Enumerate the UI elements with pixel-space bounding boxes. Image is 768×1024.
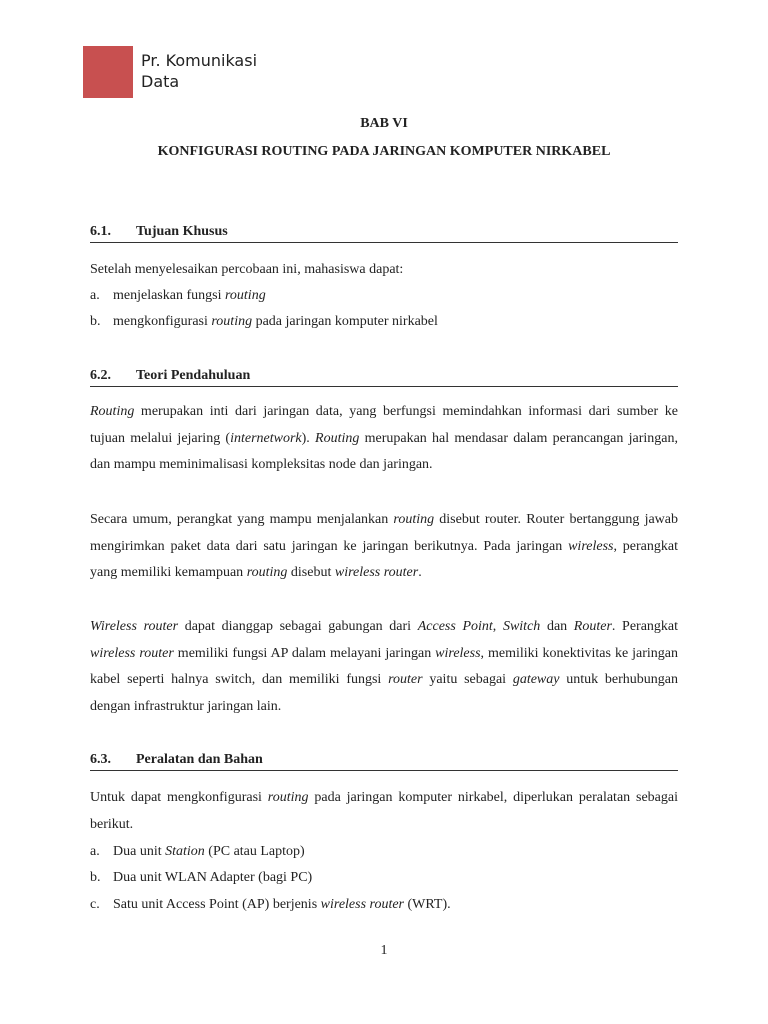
- section-title: Teori Pendahuluan: [136, 368, 251, 383]
- page-number: 1: [380, 943, 388, 958]
- list-item: [90, 844, 678, 860]
- list-emphasis: wireless router: [320, 897, 405, 912]
- text-run: wireless: [568, 538, 614, 554]
- text-run: Untuk dapat mengkonfigurasi: [90, 790, 268, 805]
- section-number: 6.1.: [90, 224, 111, 239]
- text-run: wireless router: [334, 565, 419, 581]
- list-emphasis: Station: [165, 844, 205, 859]
- header-title: [141, 50, 257, 92]
- text-run: disebut router. Router bertanggung jawab mengirimkan paket data dari satu jaringan ke jaringan berikutnya. Pada jaringan: [90, 512, 679, 554]
- section-heading-teori: [90, 368, 678, 387]
- text-run: yaitu sebagai: [422, 672, 513, 688]
- chapter-title: KONFIGURASI ROUTING PADA JARINGAN KOMPUTER NIRKABEL: [157, 144, 611, 159]
- list-marker: a.: [90, 288, 100, 303]
- list-text: (WRT).: [404, 897, 451, 912]
- list-item: [90, 870, 678, 886]
- text-run: Access Point: [417, 619, 493, 634]
- chapter-label: BAB VI: [360, 116, 408, 131]
- list-text: Dua unit: [113, 844, 166, 859]
- text-run: , perangkat yang memiliki kemampuan: [90, 538, 678, 581]
- list-text: Satu unit Access Point (AP) berjenis: [113, 897, 321, 912]
- text-run: dan: [540, 619, 574, 634]
- list-marker: a.: [90, 844, 100, 859]
- section-number: 6.2.: [90, 368, 111, 383]
- header-color-block: [83, 46, 133, 98]
- text-run: ,: [492, 619, 503, 634]
- list-marker: b.: [90, 870, 101, 885]
- list-emphasis: routing: [211, 314, 253, 329]
- paragraph: [90, 507, 678, 587]
- text-run: Router: [573, 619, 612, 634]
- section-heading-peralatan: [90, 752, 678, 771]
- text-run: routing: [267, 790, 309, 805]
- paragraph: [90, 399, 678, 479]
- list-marker: c.: [90, 897, 100, 912]
- text-run: routing: [246, 565, 288, 581]
- paragraph: Setelah menyelesaikan percobaan ini, mahasiswa dapat:: [90, 262, 404, 277]
- section-title: Tujuan Khusus: [136, 224, 228, 239]
- text-run: untuk berhubungan dengan infrastruktur jaringan lain.: [90, 672, 678, 715]
- text-run: Routing: [315, 430, 360, 446]
- list-item: [90, 288, 678, 304]
- text-run: routing: [393, 512, 435, 527]
- header-line-2: Data: [141, 72, 180, 91]
- text-run: wireless router: [90, 645, 174, 661]
- list-emphasis: routing: [224, 288, 266, 303]
- list-item: [90, 897, 678, 913]
- text-run: Routing: [90, 404, 135, 419]
- text-run: Wireless router: [90, 619, 179, 634]
- text-run: router: [388, 672, 423, 688]
- list-text: pada jaringan komputer nirkabel: [252, 314, 438, 329]
- text-run: , memiliki konektivitas ke jaringan kabel seperti halnya switch, dan memiliki fungsi: [90, 645, 678, 688]
- paragraph: [90, 785, 678, 838]
- text-run: wireless: [435, 645, 481, 661]
- text-run: internetwork: [230, 430, 302, 446]
- section-title: Peralatan dan Bahan: [136, 752, 263, 767]
- text-run: memiliki fungsi AP dalam melayani jaringan: [173, 645, 436, 661]
- text-run: merupakan inti dari jaringan data, yang berfungsi memindahkan informasi dari sumber ke tujuan melalui jejaring (: [90, 404, 678, 446]
- text-run: dapat dianggap sebagai gabungan dari: [178, 619, 418, 634]
- list-text: Dua unit WLAN Adapter (bagi PC): [113, 870, 313, 885]
- text-run: ).: [301, 430, 316, 446]
- text-run: Secara umum, perangkat yang mampu menjalankan: [90, 512, 394, 527]
- text-run: merupakan hal mendasar dalam perancangan jaringan, dan mampu meminimalisasi kompleksitas node dan jaringan.: [90, 430, 678, 473]
- list-item: [90, 314, 678, 330]
- section-number: 6.3.: [90, 752, 111, 767]
- list-marker: b.: [90, 314, 101, 329]
- header-line-1: Pr. Komunikasi: [141, 51, 258, 70]
- text-run: gateway: [512, 672, 560, 688]
- paragraph: [90, 614, 678, 721]
- text-run: pada jaringan komputer nirkabel, diperlukan peralatan sebagai berikut.: [90, 790, 679, 832]
- list-text: menjelaskan fungsi: [113, 288, 225, 303]
- text-run: . Perangkat: [611, 619, 679, 634]
- text-run: .: [418, 565, 422, 581]
- text-run: disebut: [287, 565, 335, 581]
- text-run: Switch: [502, 619, 541, 634]
- list-text: mengkonfigurasi: [113, 314, 212, 329]
- section-heading-tujuan: [90, 224, 678, 243]
- list-text: (PC atau Laptop): [204, 844, 305, 859]
